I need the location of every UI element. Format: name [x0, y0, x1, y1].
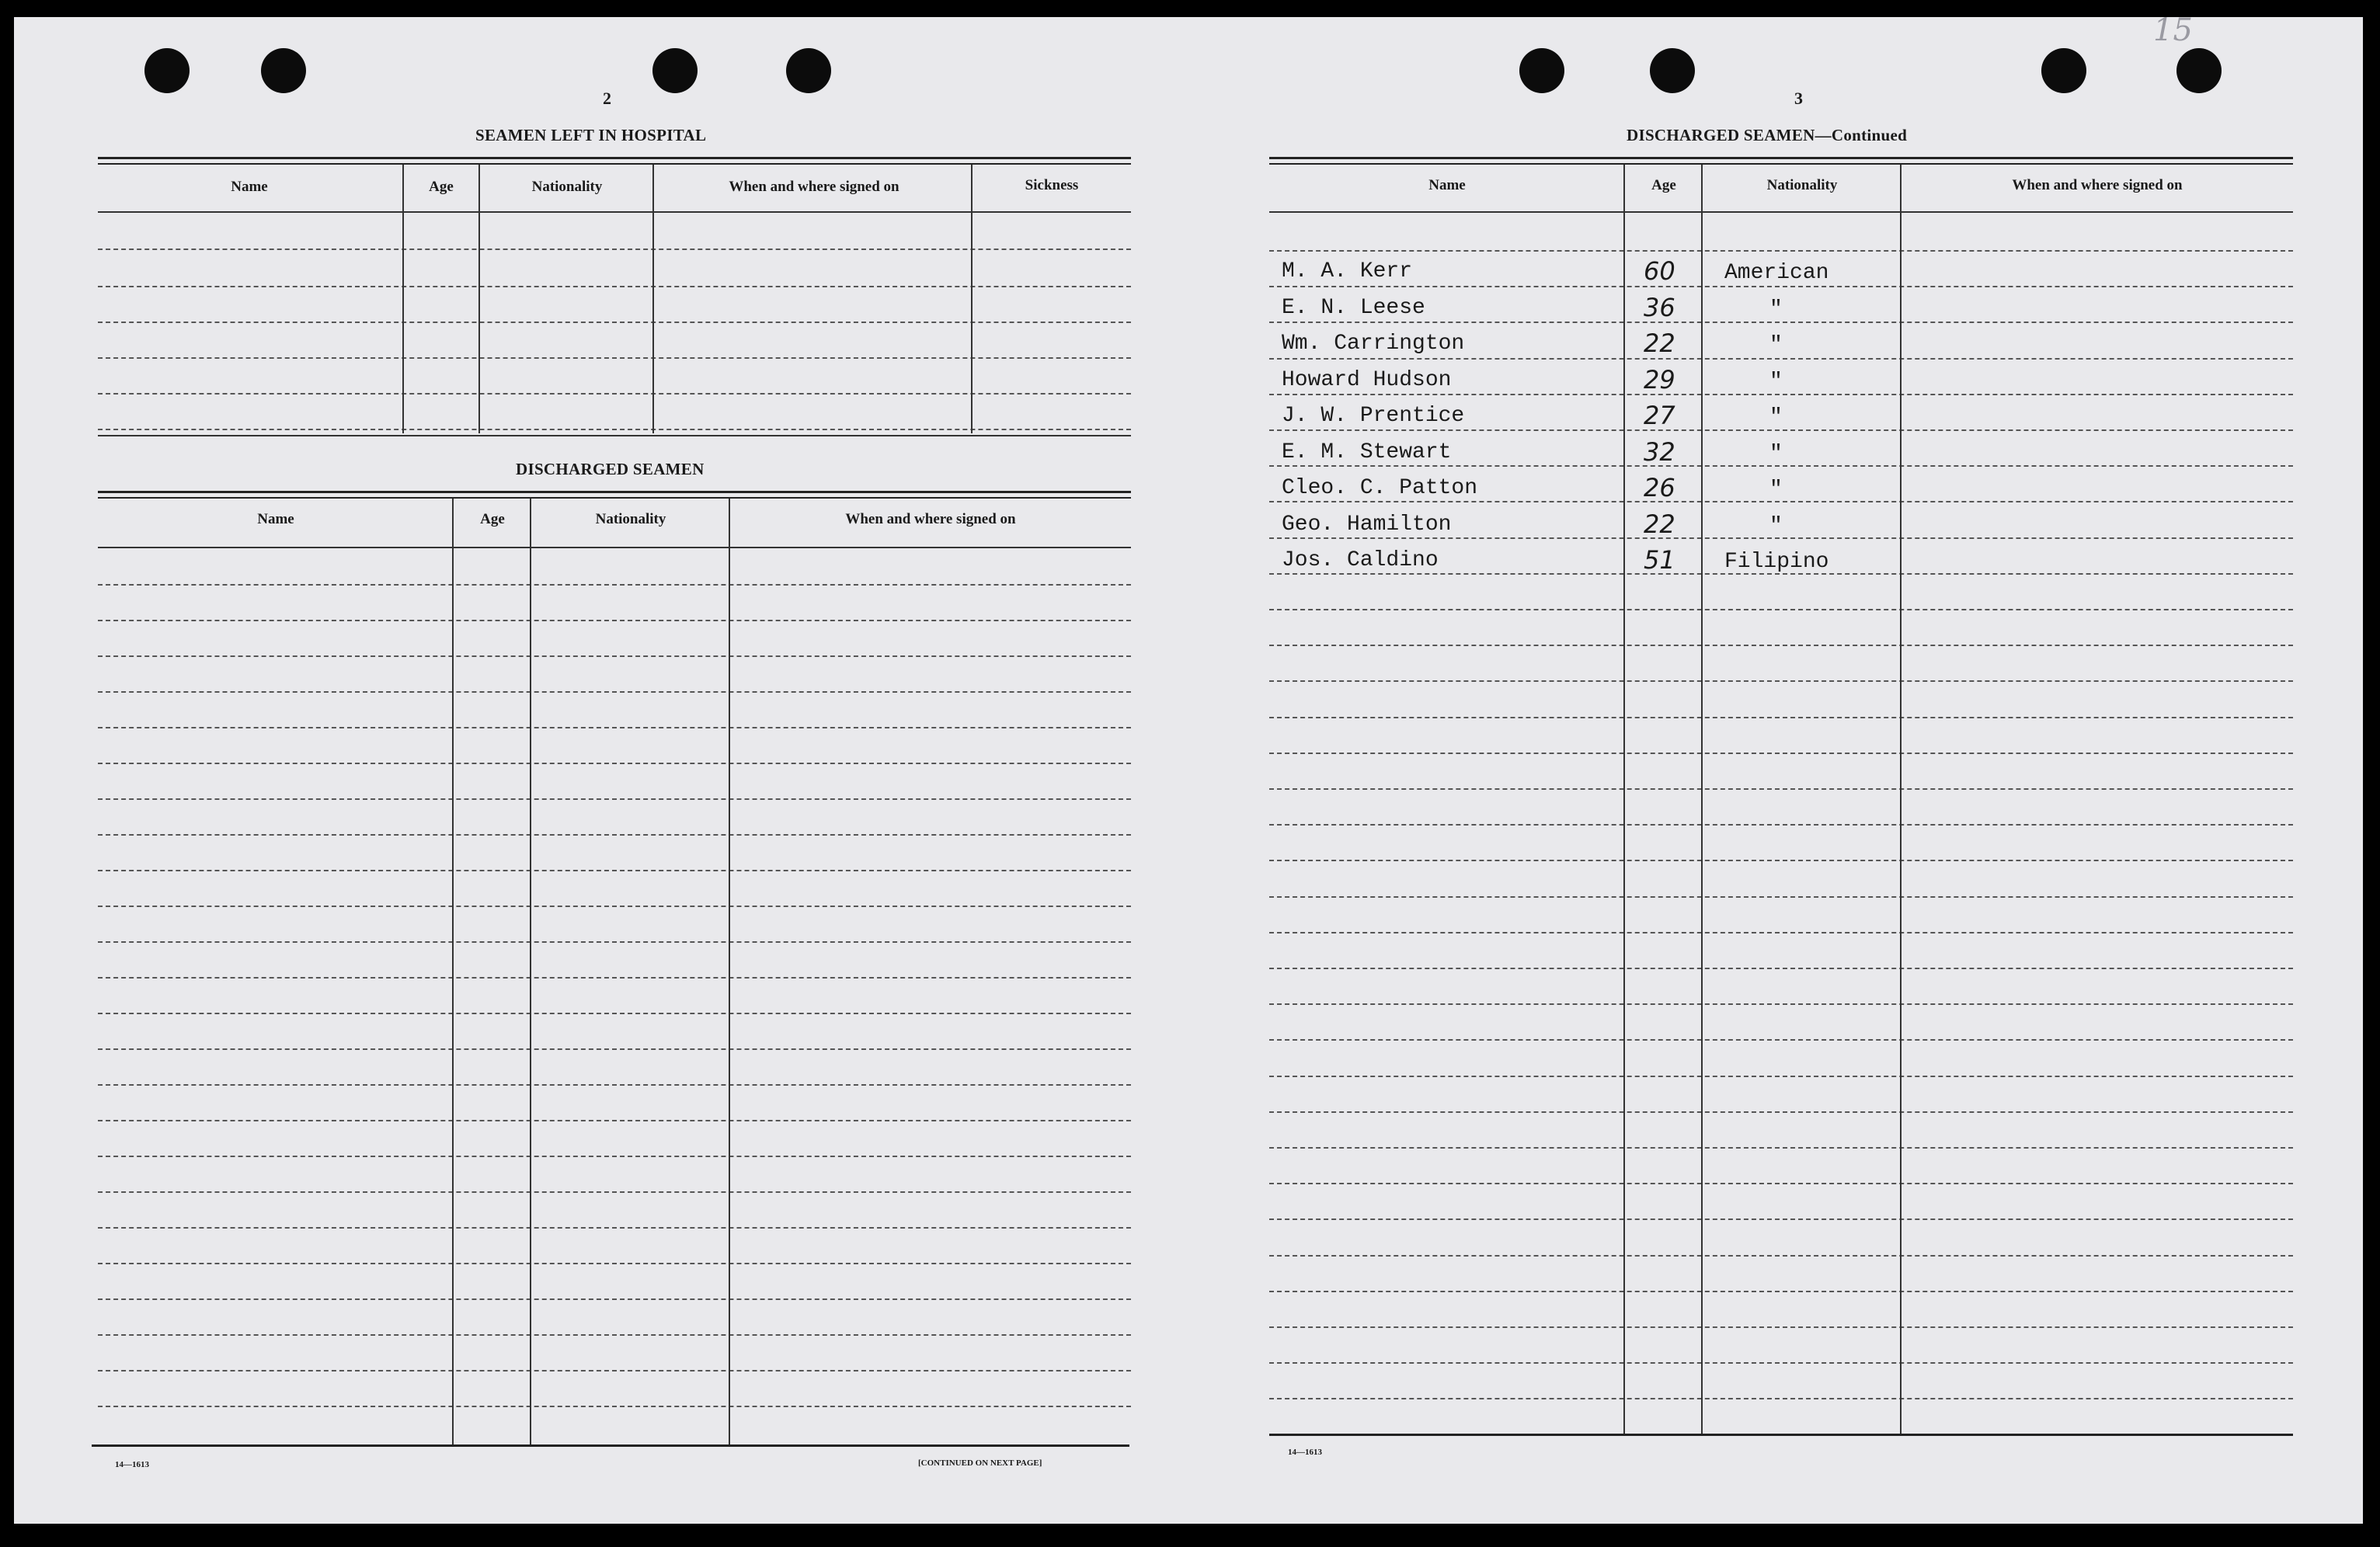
row-line	[1269, 1255, 2293, 1257]
row-line	[98, 1370, 1131, 1371]
column-header-signed-on: When and where signed on	[729, 179, 899, 195]
table-top-rule	[1269, 157, 2293, 159]
row-line	[1269, 645, 2293, 646]
seaman-nationality: American	[1724, 261, 1829, 285]
seaman-age: 51	[1644, 545, 1675, 575]
row-line	[98, 655, 1131, 657]
row-line	[1269, 680, 2293, 682]
row-line	[98, 393, 1131, 395]
punch-hole	[144, 48, 190, 93]
row-line	[98, 1084, 1131, 1086]
row-line	[1269, 429, 2293, 431]
column-header-age: Age	[480, 511, 505, 527]
table-bottom-rule	[98, 435, 1131, 436]
row-line	[98, 429, 1131, 430]
column-header-name: Name	[231, 179, 268, 195]
row-line	[98, 1013, 1131, 1014]
row-line	[98, 727, 1131, 728]
row-line	[1269, 358, 2293, 360]
seaman-nationality: "	[1769, 405, 1783, 429]
table-top-rule	[1269, 163, 2293, 165]
row-line	[1269, 250, 2293, 252]
row-line	[98, 286, 1131, 287]
column-divider	[530, 499, 531, 1446]
row-line	[1269, 394, 2293, 395]
column-header-signed-on: When and where signed on	[845, 511, 1016, 527]
column-header-sickness: Sickness	[1025, 177, 1079, 193]
row-line	[1269, 286, 2293, 287]
seaman-age: 27	[1644, 401, 1675, 430]
row-line	[1269, 1291, 2293, 1292]
seaman-nationality: "	[1769, 441, 1783, 466]
table-bottom-rule	[92, 1444, 1129, 1447]
column-header-age: Age	[429, 179, 454, 195]
row-line	[1269, 1183, 2293, 1184]
row-line	[1269, 824, 2293, 826]
row-line	[98, 1263, 1131, 1264]
row-line	[1269, 968, 2293, 969]
punch-hole	[2041, 48, 2086, 93]
table-top-rule	[98, 157, 1131, 159]
seaman-name: Jos. Caldino	[1282, 548, 1439, 572]
column-divider	[1900, 165, 1902, 1435]
row-line	[98, 1191, 1131, 1193]
row-line	[98, 584, 1131, 586]
column-header-signed-on: When and where signed on	[2012, 177, 2183, 193]
row-line	[98, 691, 1131, 693]
seaman-nationality: "	[1769, 297, 1783, 322]
discharged-continued-title	[1627, 126, 1907, 145]
row-line	[98, 322, 1131, 323]
page-number: 2	[603, 89, 611, 108]
column-divider	[971, 165, 973, 433]
table-top-rule	[98, 491, 1131, 493]
row-line	[1269, 1039, 2293, 1041]
row-line	[98, 977, 1131, 979]
row-line	[1269, 1326, 2293, 1328]
row-line	[98, 834, 1131, 836]
seaman-name: Geo. Hamilton	[1282, 512, 1452, 537]
column-divider	[452, 499, 454, 1446]
column-header-age: Age	[1651, 177, 1676, 193]
table-bottom-rule	[1269, 1434, 2293, 1436]
column-header-nationality: Nationality	[595, 511, 666, 527]
table-top-rule	[98, 497, 1131, 499]
punch-hole	[786, 48, 831, 93]
punch-hole	[2176, 48, 2222, 93]
seaman-age: 60	[1644, 256, 1675, 286]
seaman-name: M. A. Kerr	[1282, 259, 1413, 283]
page-number: 3	[1794, 89, 1803, 108]
seaman-nationality: Filipino	[1724, 550, 1829, 574]
seaman-age: 22	[1644, 329, 1675, 358]
seaman-age: 29	[1644, 364, 1675, 395]
seaman-name: J. W. Prentice	[1282, 404, 1465, 428]
row-line	[1269, 1076, 2293, 1077]
punch-hole	[1519, 48, 1564, 93]
row-line	[1269, 1362, 2293, 1364]
header-underline	[98, 547, 1131, 548]
column-header-nationality: Nationality	[531, 179, 603, 195]
row-line	[98, 870, 1131, 871]
row-line	[98, 798, 1131, 800]
row-line	[98, 1298, 1131, 1300]
title-main: DISCHARGED SEAMEN	[1627, 126, 1815, 144]
row-line	[98, 763, 1131, 764]
continued-note: [CONTINUED ON NEXT PAGE]	[918, 1458, 1042, 1468]
row-line	[98, 1406, 1131, 1407]
row-line	[98, 357, 1131, 359]
punch-hole	[261, 48, 306, 93]
row-line	[1269, 860, 2293, 861]
discharged-table-title: DISCHARGED SEAMEN	[516, 460, 705, 478]
row-line	[98, 1120, 1131, 1121]
row-line	[1269, 1003, 2293, 1005]
form-number: 14—1613	[1288, 1448, 1322, 1457]
column-divider	[402, 165, 404, 433]
seaman-name: E. N. Leese	[1282, 295, 1425, 320]
form-number: 14—1613	[115, 1460, 149, 1469]
row-line	[1269, 609, 2293, 610]
row-line	[98, 1156, 1131, 1157]
row-line	[98, 1334, 1131, 1336]
column-divider	[652, 165, 654, 433]
row-line	[98, 249, 1131, 250]
column-divider	[729, 499, 730, 1446]
column-divider	[1701, 165, 1703, 1435]
row-line	[1269, 1218, 2293, 1220]
row-line	[98, 1048, 1131, 1050]
seaman-name: Howard Hudson	[1282, 367, 1452, 392]
column-header-name: Name	[1428, 177, 1466, 193]
row-line	[1269, 322, 2293, 323]
row-line	[1269, 896, 2293, 898]
seaman-age: 26	[1644, 473, 1675, 502]
seaman-name: E. M. Stewart	[1282, 440, 1452, 464]
seaman-nationality: "	[1769, 369, 1783, 394]
corner-mark: 15	[2153, 12, 2193, 48]
punch-hole	[1650, 48, 1695, 93]
row-line	[1269, 788, 2293, 790]
right-page	[1188, 12, 2363, 1524]
column-header-nationality: Nationality	[1766, 177, 1838, 193]
seaman-age: 32	[1644, 436, 1675, 467]
seaman-nationality: "	[1769, 333, 1783, 357]
seaman-nationality: "	[1769, 478, 1783, 502]
row-line	[98, 941, 1131, 943]
header-underline	[1269, 211, 2293, 213]
row-line	[1269, 1111, 2293, 1113]
seaman-age: 36	[1644, 292, 1675, 322]
column-divider	[1623, 165, 1625, 1435]
header-underline	[98, 211, 1131, 213]
column-divider	[478, 165, 480, 433]
row-line	[1269, 717, 2293, 718]
table-top-rule	[98, 163, 1131, 165]
seaman-age: 22	[1644, 509, 1675, 539]
left-page	[14, 17, 1188, 1524]
column-header-name: Name	[257, 511, 294, 527]
row-line	[1269, 1147, 2293, 1149]
row-line	[1269, 753, 2293, 754]
punch-hole	[652, 48, 698, 93]
row-line	[98, 620, 1131, 621]
seaman-name: Cleo. C. Patton	[1282, 476, 1478, 500]
row-line	[98, 1227, 1131, 1229]
seaman-nationality: "	[1769, 513, 1783, 538]
seaman-name: Wm. Carrington	[1282, 332, 1465, 356]
title-suffix: —Continued	[1815, 126, 1908, 144]
hospital-table-title: SEAMEN LEFT IN HOSPITAL	[475, 126, 707, 144]
row-line	[1269, 932, 2293, 933]
row-line	[98, 906, 1131, 907]
row-line	[1269, 1398, 2293, 1399]
